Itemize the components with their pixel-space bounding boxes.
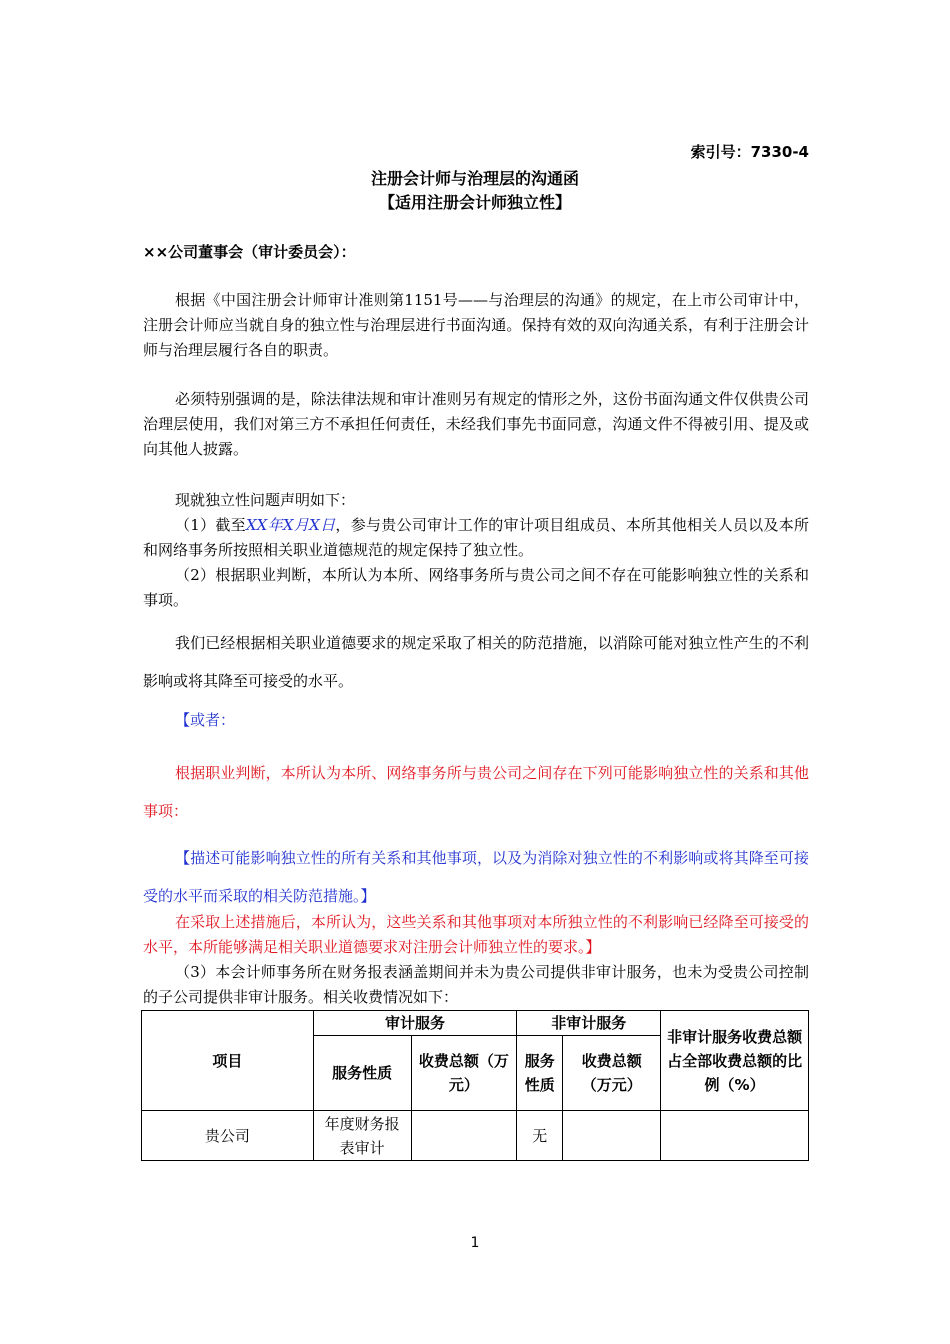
independence-item-2 — [143, 563, 809, 613]
alternative-label — [143, 708, 809, 733]
date-placeholder: XX年X月X日 — [245, 516, 336, 534]
header-audit-nature: 服务性质 — [313, 1036, 411, 1111]
paragraph-text: 我们已经根据相关职业道德要求的规定采取了相关的防范措施，以消除可能对独立性产生的不利影响或将其降至可接受的水平。 — [143, 634, 809, 690]
cell-nonaudit-nature: 无 — [517, 1111, 563, 1161]
paragraph-text: 现就独立性问题声明如下： — [175, 491, 356, 509]
paragraph-text: 根据职业判断，本所认为本所、网络事务所与贵公司之间存在下列可能影响独立性的关系和其他事项： — [143, 764, 809, 820]
header-item: 项目 — [142, 1011, 314, 1111]
cell-nonaudit-fee — [563, 1111, 661, 1161]
safeguards-paragraph — [143, 624, 809, 700]
independence-item-3 — [143, 960, 809, 1010]
paragraph-disclaimer — [143, 387, 809, 462]
header-audit-services: 审计服务 — [313, 1011, 517, 1036]
header-ratio: 非审计服务收费总额占全部收费总额的比例（%） — [661, 1011, 809, 1111]
paragraph-text: 【描述可能影响独立性的所有关系和其他事项，以及为消除对独立性的不利影响或将其降至可接受的水平而采取的相关防范措施。】 — [143, 849, 809, 905]
header-nonaudit-nature: 服务性质 — [517, 1036, 563, 1111]
independence-intro — [143, 488, 809, 513]
salutation: ××公司董事会（审计委员会）： — [143, 243, 356, 261]
table-row — [142, 1111, 809, 1161]
cell-audit-nature: 年度财务报表审计 — [313, 1111, 411, 1161]
cell-audit-fee — [411, 1111, 517, 1161]
document-title: 注册会计师与治理层的沟通函 — [370, 169, 579, 188]
alternative-blue-paragraph — [143, 839, 809, 915]
independence-item-1 — [143, 513, 809, 563]
index-number: 索引号：7330-4 — [690, 143, 809, 161]
item-text: （3）本会计师事务所在财务报表涵盖期间并未为贵公司提供非审计服务，也未为受贵公司控制的子公司提供非审计服务。相关收费情况如下： — [143, 963, 809, 1006]
paragraph-text: 根据《中国注册会计师审计准则第1151号——与治理层的沟通》的规定，在上市公司审计中，注册会计师应当就自身的独立性与治理层进行书面沟通。保持有效的双向沟通关系，有利于注册会计师与治理层履行各自的职责。 — [143, 291, 809, 359]
alternative-text: 【或者： — [175, 711, 236, 729]
cell-ratio — [661, 1111, 809, 1161]
header-audit-fee: 收费总额（万元） — [411, 1036, 517, 1111]
header-nonaudit-services: 非审计服务 — [517, 1011, 661, 1036]
alternative-red-paragraph-1 — [143, 754, 809, 830]
item-text: ，参与贵公司审计工作的审计项目组成员、本所其他相关人员以及本所和网络事务所按照相关职业道德规范的规定保持了独立性。 — [143, 516, 809, 559]
alternative-red-paragraph-2 — [143, 910, 809, 960]
cell-item: 贵公司 — [142, 1111, 314, 1161]
paragraph-text: 必须特别强调的是，除法律法规和审计准则另有规定的情形之外，这份书面沟通文件仅供贵公司治理层使用，我们对第三方不承担任何责任，未经我们事先书面同意，沟通文件不得被引用、提及或向其他人披露。 — [143, 390, 809, 458]
item-text: （2）根据职业判断，本所认为本所、网络事务所与贵公司之间不存在可能影响独立性的关系和事项。 — [143, 566, 809, 609]
item-prefix: （1）截至 — [175, 516, 246, 534]
paragraph-text: 在采取上述措施后，本所认为，这些关系和其他事项对本所独立性的不利影响已经降至可接受的水平，本所能够满足相关职业道德要求对注册会计师独立性的要求。】 — [143, 913, 809, 956]
document-subtitle: 【适用注册会计师独立性】 — [378, 193, 571, 212]
page-number: 1 — [470, 1235, 480, 1251]
fee-table — [141, 1010, 809, 1161]
header-nonaudit-fee: 收费总额（万元） — [563, 1036, 661, 1111]
paragraph-standard — [143, 288, 809, 363]
